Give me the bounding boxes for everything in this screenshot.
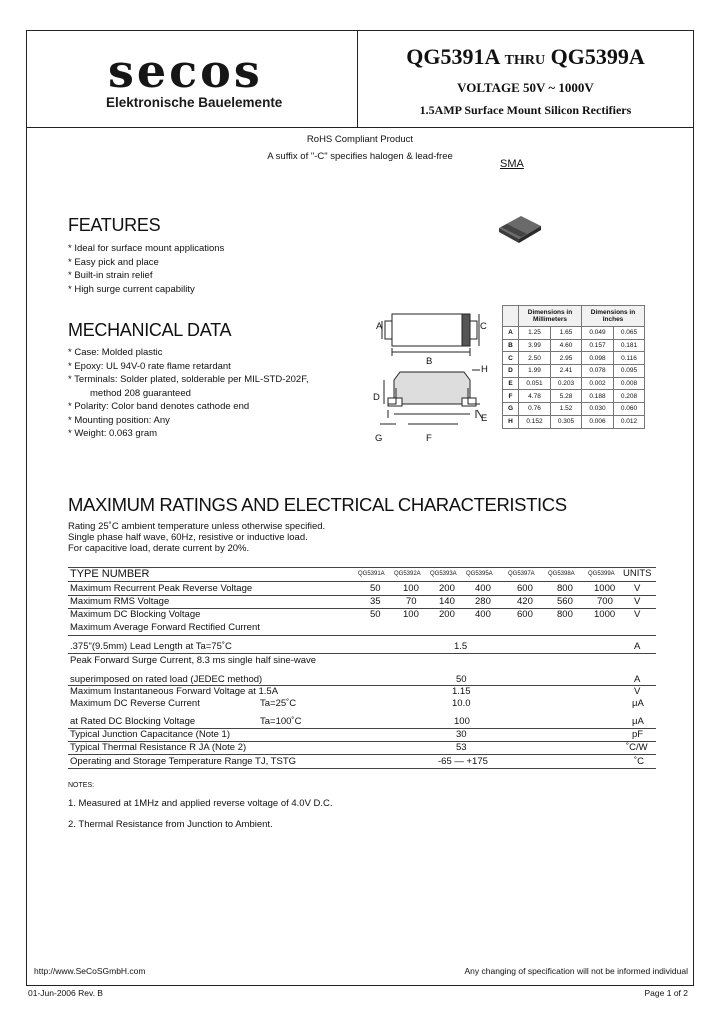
ratings-title: MAXIMUM RATINGS AND ELECTRICAL CHARACTERISTICS bbox=[68, 494, 567, 515]
part-to: QG5399A bbox=[550, 44, 645, 69]
table-row bbox=[503, 327, 645, 340]
dim-label-d: D bbox=[373, 392, 380, 403]
row-value: 600 bbox=[517, 609, 533, 620]
row-value: 420 bbox=[517, 596, 533, 607]
company-subtitle: Elektronische Bauelemente bbox=[106, 95, 283, 110]
row-label: Typical Junction Capacitance (Note 1) bbox=[70, 729, 230, 740]
row-value: 200 bbox=[439, 609, 455, 620]
dim-label-b: B bbox=[426, 356, 433, 367]
row-label: Operating and Storage Temperature Range TJ, TSTG bbox=[70, 756, 297, 767]
dim-value: 2.50 bbox=[519, 352, 551, 365]
company-logo: secos bbox=[108, 44, 263, 98]
row-value: 800 bbox=[557, 583, 573, 594]
condition-line: Rating 25˚C ambient temperature unless otherwise specified. bbox=[68, 521, 326, 532]
dim-value: 0.208 bbox=[614, 390, 645, 403]
row-condition: Ta=25˚C bbox=[260, 698, 297, 709]
dim-header-in: Dimensions in Inches bbox=[582, 306, 645, 327]
row-value: 50 bbox=[456, 674, 467, 685]
dim-value: 0.152 bbox=[519, 415, 551, 428]
dim-letter: D bbox=[503, 365, 519, 378]
row-value: 30 bbox=[456, 729, 467, 740]
dim-letter: A bbox=[503, 327, 519, 340]
list-item: * Weight: 0.063 gram bbox=[68, 428, 158, 439]
row-value: 400 bbox=[475, 609, 491, 620]
column-header: QG5392A bbox=[394, 571, 421, 577]
list-item: * Easy pick and place bbox=[68, 256, 159, 268]
dim-value: 0.157 bbox=[582, 339, 614, 352]
row-label: Maximum DC Blocking Voltage bbox=[70, 609, 201, 620]
part-number-title bbox=[357, 44, 694, 70]
package-outline-diagram bbox=[372, 300, 497, 448]
table-row bbox=[503, 352, 645, 365]
row-value: 200 bbox=[439, 583, 455, 594]
row-unit: V bbox=[634, 596, 641, 607]
dim-value: 4.78 bbox=[519, 390, 551, 403]
dim-value: 0.181 bbox=[614, 339, 645, 352]
dim-value: 4.60 bbox=[551, 339, 582, 352]
row-label: at Rated DC Blocking Voltage bbox=[70, 716, 196, 727]
dim-value: 0.030 bbox=[582, 403, 614, 416]
row-value: 70 bbox=[406, 596, 417, 607]
row-value: 100 bbox=[403, 609, 419, 620]
dim-label-g: G bbox=[375, 433, 383, 444]
dim-value: 0.008 bbox=[614, 377, 645, 390]
dim-letter: C bbox=[503, 352, 519, 365]
dim-value: 0.049 bbox=[582, 327, 614, 340]
dim-value: 0.051 bbox=[519, 377, 551, 390]
row-unit: pF bbox=[632, 729, 644, 740]
row-unit: μA bbox=[632, 698, 644, 709]
dim-header-mm: Dimensions in Millimeters bbox=[519, 306, 582, 327]
dim-letter: B bbox=[503, 339, 519, 352]
dim-label-c: C bbox=[480, 321, 487, 332]
list-item: * Epoxy: UL 94V-0 rate flame retardant bbox=[68, 360, 231, 372]
row-unit: A bbox=[634, 641, 641, 652]
condition-line: For capacitive load, derate current by 20%. bbox=[68, 543, 250, 554]
row-value: 140 bbox=[439, 596, 455, 607]
row-label: Maximum Recurrent Peak Reverse Voltage bbox=[70, 583, 253, 594]
row-label: Maximum Average Forward Rectified Current bbox=[70, 622, 260, 633]
column-header: QG5391A bbox=[358, 571, 385, 577]
dimensions-table bbox=[502, 305, 645, 429]
row-value: 10.0 bbox=[452, 698, 471, 709]
row-label: Maximum RMS Voltage bbox=[70, 596, 170, 607]
table-row bbox=[503, 390, 645, 403]
row-value: 1000 bbox=[594, 583, 616, 594]
row-label: Maximum DC Reverse Current bbox=[70, 698, 200, 709]
list-item: * Built-in strain relief bbox=[68, 270, 153, 281]
dim-letter: F bbox=[503, 390, 519, 403]
table-header-row bbox=[68, 568, 656, 580]
column-header: QG5399A bbox=[588, 571, 615, 577]
dim-letter: E bbox=[503, 377, 519, 390]
dim-value: 1.25 bbox=[519, 327, 551, 340]
dim-value: 0.078 bbox=[582, 365, 614, 378]
list-item: * High surge current capability bbox=[68, 283, 195, 295]
dim-label-f: F bbox=[426, 433, 432, 444]
row-unit: μA bbox=[632, 716, 644, 727]
type-number-header: TYPE NUMBER bbox=[70, 568, 150, 580]
dim-value: 3.99 bbox=[519, 339, 551, 352]
row-unit: ˚C/W bbox=[626, 742, 648, 753]
row-value: 50 bbox=[370, 609, 381, 620]
table-row bbox=[503, 365, 645, 378]
row-value: 100 bbox=[454, 716, 470, 727]
dim-value: 1.99 bbox=[519, 365, 551, 378]
table-row bbox=[503, 339, 645, 352]
row-condition: Ta=100˚C bbox=[260, 716, 302, 727]
row-value: 1.15 bbox=[452, 686, 471, 697]
column-header: QG5395A bbox=[466, 571, 493, 577]
row-value: 1.5 bbox=[454, 641, 468, 652]
package-3d-icon bbox=[495, 212, 545, 246]
row-value: 280 bbox=[475, 596, 491, 607]
list-item: * Polarity: Color band denotes cathode end bbox=[68, 401, 250, 412]
features-list bbox=[68, 242, 224, 296]
list-item: * Ideal for surface mount applications bbox=[68, 243, 225, 254]
row-unit: A bbox=[634, 674, 641, 685]
dim-value: 0.006 bbox=[582, 415, 614, 428]
row-value: 100 bbox=[403, 583, 419, 594]
row-value: 600 bbox=[517, 583, 533, 594]
dim-value: 0.065 bbox=[614, 327, 645, 340]
dim-letter: H bbox=[503, 415, 519, 428]
row-label: .375"(9.5mm) Lead Length at Ta=75˚C bbox=[70, 641, 232, 652]
row-value: 560 bbox=[557, 596, 573, 607]
notes-title: NOTES: bbox=[68, 782, 95, 789]
column-header: QG5397A bbox=[508, 571, 535, 577]
features-title: FEATURES bbox=[68, 215, 161, 235]
halogen-free-note: A suffix of "-C" specifies halogen & lead-free bbox=[267, 151, 453, 162]
dim-value: 0.095 bbox=[614, 365, 645, 378]
table-rule bbox=[68, 581, 656, 582]
row-value: 35 bbox=[370, 596, 381, 607]
dim-value: 1.52 bbox=[551, 403, 582, 416]
row-unit: ˚C bbox=[634, 756, 645, 767]
dim-label-h: H bbox=[481, 364, 488, 375]
table-header-row bbox=[503, 306, 645, 327]
dim-value: 0.012 bbox=[614, 415, 645, 428]
row-value: 800 bbox=[557, 609, 573, 620]
row-value: 1000 bbox=[594, 609, 616, 620]
dim-value: 0.098 bbox=[582, 352, 614, 365]
dim-value: 0.060 bbox=[614, 403, 645, 416]
column-header: QG5398A bbox=[548, 571, 575, 577]
table-row bbox=[503, 415, 645, 428]
row-label: Typical Thermal Resistance R JA (Note 2) bbox=[70, 742, 247, 753]
condition-line: Single phase half wave, 60Hz, resistive or inductive load. bbox=[68, 532, 308, 543]
dim-value: 0.188 bbox=[582, 390, 614, 403]
list-item: method 208 guaranteed bbox=[90, 387, 191, 399]
footer-page-number: Page 1 of 2 bbox=[644, 988, 688, 998]
dim-label-e: E bbox=[481, 413, 488, 424]
dim-value: 1.65 bbox=[551, 327, 582, 340]
row-value: 400 bbox=[475, 583, 491, 594]
column-header: QG5393A bbox=[430, 571, 457, 577]
dim-value: 0.76 bbox=[519, 403, 551, 416]
dim-letter: G bbox=[503, 403, 519, 416]
footer-disclaimer: Any changing of specification will not be informed individual bbox=[464, 966, 688, 976]
rohs-compliance: RoHS Compliant Product bbox=[306, 134, 414, 145]
footer-date-revision: 01-Jun-2006 Rev. B bbox=[28, 988, 103, 998]
row-label: Peak Forward Surge Current, 8.3 ms single half sine-wave bbox=[70, 655, 317, 666]
footer-url[interactable]: http://www.SeCoSGmbH.com bbox=[34, 966, 146, 976]
package-name: SMA bbox=[500, 158, 524, 170]
row-unit: V bbox=[634, 686, 641, 697]
list-item: * Terminals: Solder plated, solderable per MIL-STD-202F, bbox=[68, 374, 309, 385]
mechanical-title: MECHANICAL DATA bbox=[68, 320, 232, 340]
list-item: * Case: Molded plastic bbox=[68, 347, 163, 358]
units-header: UNITS bbox=[623, 568, 652, 579]
product-description: 1.5AMP Surface Mount Silicon Rectifiers bbox=[419, 103, 632, 117]
header-divider bbox=[26, 127, 694, 128]
dim-value: 5.28 bbox=[551, 390, 582, 403]
list-item: * Mounting position: Any bbox=[68, 414, 170, 426]
dim-value: 0.116 bbox=[614, 352, 645, 365]
row-unit: V bbox=[634, 583, 641, 594]
row-value: 53 bbox=[456, 742, 467, 753]
ratings-conditions bbox=[68, 521, 325, 554]
row-label: superimposed on rated load (JEDEC method) bbox=[70, 674, 263, 685]
note-item: 2. Thermal Resistance from Junction to Ambient. bbox=[68, 819, 273, 830]
dim-value: 2.95 bbox=[551, 352, 582, 365]
thru-label: THRU bbox=[504, 53, 546, 68]
dim-value: 0.002 bbox=[582, 377, 614, 390]
mechanical-list bbox=[68, 346, 309, 441]
dim-label-a: A bbox=[376, 321, 383, 332]
row-label: Maximum Instantaneous Forward Voltage at 1.5A bbox=[70, 686, 279, 697]
row-unit: V bbox=[634, 609, 641, 620]
table-row bbox=[503, 377, 645, 390]
row-value: 50 bbox=[370, 583, 381, 594]
note-item: 1. Measured at 1MHz and applied reverse voltage of 4.0V D.C. bbox=[68, 798, 333, 809]
row-value: -65 — +175 bbox=[438, 756, 488, 767]
dim-value: 0.305 bbox=[551, 415, 582, 428]
dim-value: 0.203 bbox=[551, 377, 582, 390]
row-value: 700 bbox=[597, 596, 613, 607]
part-from: QG5391A bbox=[406, 44, 500, 69]
table-row bbox=[503, 403, 645, 416]
dim-value: 2.41 bbox=[551, 365, 582, 378]
voltage-range: VOLTAGE 50V ~ 1000V bbox=[457, 80, 594, 95]
